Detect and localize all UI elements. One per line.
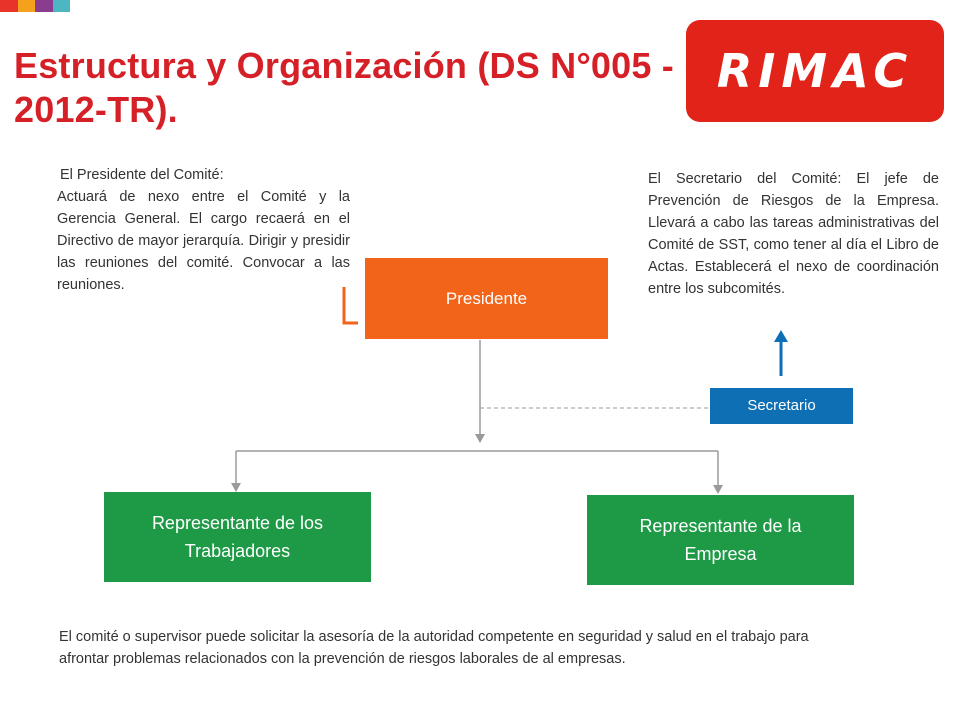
presidente-bracket bbox=[344, 287, 358, 323]
rimac-logo: RIMAC bbox=[686, 20, 944, 122]
presidente-down-arrowhead bbox=[475, 434, 485, 443]
secretario-box: Secretario bbox=[710, 388, 853, 424]
branch-right-arrowhead bbox=[713, 485, 723, 494]
branch-left-arrowhead bbox=[231, 483, 241, 492]
presidente-note-body: Actuará de nexo entre el Comité y la Gerencia General. El cargo recaerá en el Directivo de mayor jerarquía. Dirigir y presidir las reuniones del comité. Convocar a las reuniones. bbox=[57, 189, 350, 293]
rep-empresa-box bbox=[587, 495, 854, 585]
secretario-note: El Secretario del Comité: El jefe de Prevención de Riesgos de la Empresa. Llevará a cabo las tareas administrativas del Comité de SST, como tener al día el Libro de Actas. Establecerá el nexo de coordinación entre los subcomités. bbox=[648, 171, 939, 297]
secretario-up-arrowhead bbox=[774, 330, 788, 342]
rep-empresa-label: Representante de la Empresa bbox=[639, 516, 802, 564]
presidente-box: Presidente bbox=[365, 258, 608, 339]
page-title: Estructura y Organización (DS N°005 - 2012-TR). bbox=[14, 45, 674, 130]
rep-trabajadores-label: Representante de los Trabajadores bbox=[151, 513, 324, 561]
rep-trabajadores-box bbox=[104, 492, 371, 582]
presidente-note-heading: El Presidente del Comité: bbox=[60, 167, 224, 183]
footer-note: El comité o supervisor puede solicitar la asesoría de la autoridad competente en seguridad y salud en el trabajo para afrontar problemas relacionados con la prevención de riesgos laborales de al empresas. bbox=[59, 629, 809, 667]
